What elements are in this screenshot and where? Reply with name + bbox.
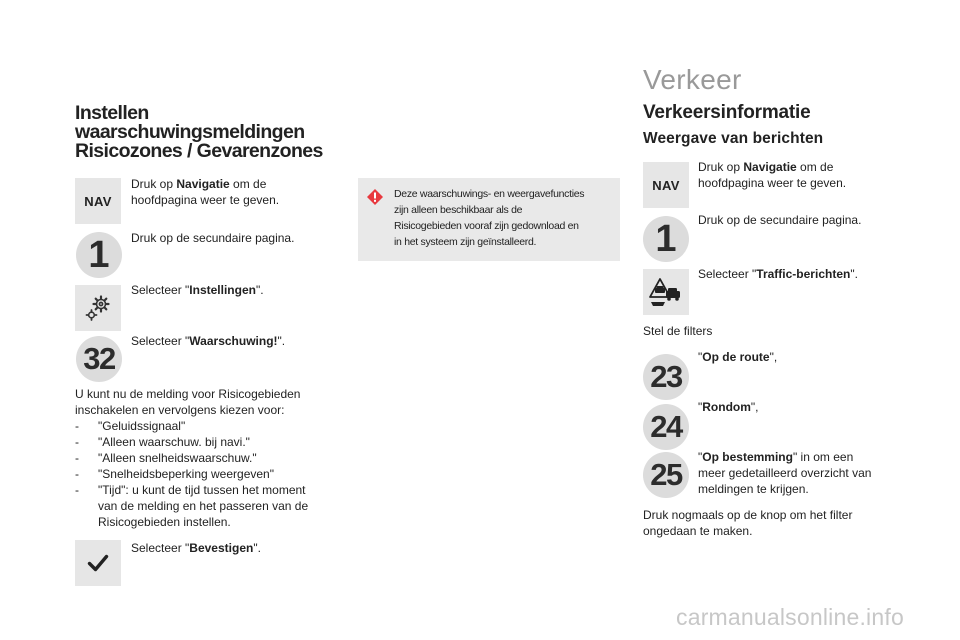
step-text-post: ". xyxy=(277,334,286,348)
list-dash: - xyxy=(75,435,79,449)
filter-destination-text xyxy=(698,449,918,497)
notice-text xyxy=(394,186,610,250)
left-title-line: Risicozones / Gevarenzones xyxy=(75,140,323,162)
step-text-bold: Op de route xyxy=(702,350,770,364)
step-text-post: ". xyxy=(255,283,264,297)
traffic-warning-icon xyxy=(643,269,689,315)
step-secondary-page-text: Druk op de secundaire pagina. xyxy=(131,231,295,245)
nav-icon-label: NAV xyxy=(84,193,112,209)
step-text-line2: hoofdpagina weer te geven. xyxy=(698,176,847,190)
step-text-bold: Instellingen xyxy=(189,283,256,297)
step-nav-text xyxy=(698,159,898,191)
step-secondary-page-text: Druk op de secundaire pagina. xyxy=(698,213,862,227)
notice-line: in het systeem zijn geïnstalleerd. xyxy=(394,236,537,248)
list-item-line: van de melding en het passeren van de xyxy=(98,499,309,513)
intro-line: inschakelen en vervolgens kiezen voor: xyxy=(75,403,285,417)
list-item-line: "Alleen waarschuw. bij navi." xyxy=(98,435,250,449)
step-number: 24 xyxy=(650,409,682,444)
notice-line: zijn alleen beschikbaar als de xyxy=(394,204,523,216)
step-text-bold: Traffic-berichten xyxy=(756,267,851,281)
nav-icon-label: NAV xyxy=(652,177,680,193)
warning-icon xyxy=(366,188,384,206)
step-text-line2: hoofdpagina weer te geven. xyxy=(131,193,280,207)
step-settings-text xyxy=(131,282,351,298)
intro-line: U kunt nu de melding voor Risicogebieden xyxy=(75,387,301,401)
left-title-line: waarschuwingsmeldingen xyxy=(75,121,305,143)
list-item xyxy=(75,418,345,434)
step-text-post: ", xyxy=(750,400,759,414)
watermark: carmanualsonline.info xyxy=(676,604,904,630)
step-number-1-icon xyxy=(76,232,122,278)
step-text-pre: Druk op xyxy=(131,177,177,191)
step-text-pre: Selecteer " xyxy=(698,267,757,281)
outro-text xyxy=(643,507,903,539)
notice-line: Deze waarschuwings- en weergavefuncties xyxy=(394,188,585,200)
subsection-title: Weergave van berichten xyxy=(643,130,824,147)
step-text-bold: Bevestigen xyxy=(189,541,254,555)
list-item xyxy=(75,450,345,466)
step-text-bold: Waarschuwing! xyxy=(189,334,278,348)
list-item-line: "Tijd": u kunt de tijd tussen het moment xyxy=(98,483,306,497)
step-number: 32 xyxy=(83,341,115,376)
settings-gears-svg xyxy=(83,293,113,323)
step-text-post: ", xyxy=(769,350,778,364)
step-text-line: meer gedetailleerd overzicht van xyxy=(698,466,872,480)
list-item-line: "Geluidssignaal" xyxy=(98,419,186,433)
list-item xyxy=(75,482,345,530)
list-item-line: "Alleen snelheidswaarschuw." xyxy=(98,451,257,465)
step-number: 25 xyxy=(650,457,682,492)
step-text-post: " in om een xyxy=(792,450,854,464)
step-number: 1 xyxy=(88,233,110,276)
step-text-pre: Selecteer " xyxy=(131,334,190,348)
list-dash: - xyxy=(75,483,79,497)
list-item-line: "Snelheidsbeperking weergeven" xyxy=(98,467,274,481)
step-text-pre: " xyxy=(698,400,703,414)
checkmark-svg xyxy=(87,552,109,574)
left-title xyxy=(75,104,345,161)
checkmark-icon xyxy=(75,540,121,586)
step-text-pre: Druk op xyxy=(698,160,744,174)
step-text-post: om de xyxy=(796,160,834,174)
notice-box xyxy=(358,178,620,261)
step-warning-text xyxy=(131,333,351,349)
step-number: 23 xyxy=(650,359,682,394)
step-text-pre: " xyxy=(698,450,703,464)
outro-line: ongedaan te maken. xyxy=(643,524,753,538)
step-confirm-text xyxy=(131,540,351,556)
filters-intro: Stel de filters xyxy=(643,324,713,338)
step-text-pre: " xyxy=(698,350,703,364)
filter-around-text xyxy=(698,399,918,415)
nav-button-icon xyxy=(75,178,121,224)
list-dash: - xyxy=(75,419,79,433)
step-number-24-icon xyxy=(643,404,689,450)
nav-button-icon xyxy=(643,162,689,208)
list-item-line: Risicogebieden instellen. xyxy=(98,515,231,529)
step-text-post: om de xyxy=(229,177,267,191)
list-item xyxy=(75,466,345,482)
outro-line: Druk nogmaals op de knop om het filter xyxy=(643,508,853,522)
step-number-32-icon xyxy=(76,336,122,382)
step-text-post: ". xyxy=(850,267,858,281)
list-dash: - xyxy=(75,467,79,481)
step-number-1-icon xyxy=(643,216,689,262)
options-list xyxy=(75,418,345,530)
step-text-bold: Navigatie xyxy=(743,160,797,174)
step-nav-text xyxy=(131,176,331,208)
list-dash: - xyxy=(75,451,79,465)
list-item xyxy=(75,434,345,450)
step-text-bold: Rondom xyxy=(702,400,751,414)
step-text-bold: Navigatie xyxy=(176,177,230,191)
notice-line: Risicogebieden vooraf zijn gedownload en xyxy=(394,220,579,232)
step-number-25-icon xyxy=(643,452,689,498)
options-intro xyxy=(75,386,345,418)
left-title-line: Instellen xyxy=(75,102,149,124)
step-text-pre: Selecteer " xyxy=(131,283,190,297)
step-text-line: meldingen te krijgen. xyxy=(698,482,809,496)
chapter-title: Verkeer xyxy=(643,64,742,95)
filter-route-text xyxy=(698,349,918,365)
step-text-post: ". xyxy=(253,541,261,555)
step-number: 1 xyxy=(655,217,677,260)
traffic-warning-svg xyxy=(649,277,683,307)
section-title: Verkeersinformatie xyxy=(643,102,811,123)
settings-gears-icon xyxy=(75,285,121,331)
step-number-23-icon xyxy=(643,354,689,400)
step-traffic-text xyxy=(698,266,928,282)
step-text-bold: Op bestemming xyxy=(702,450,793,464)
step-text-pre: Selecteer " xyxy=(131,541,190,555)
